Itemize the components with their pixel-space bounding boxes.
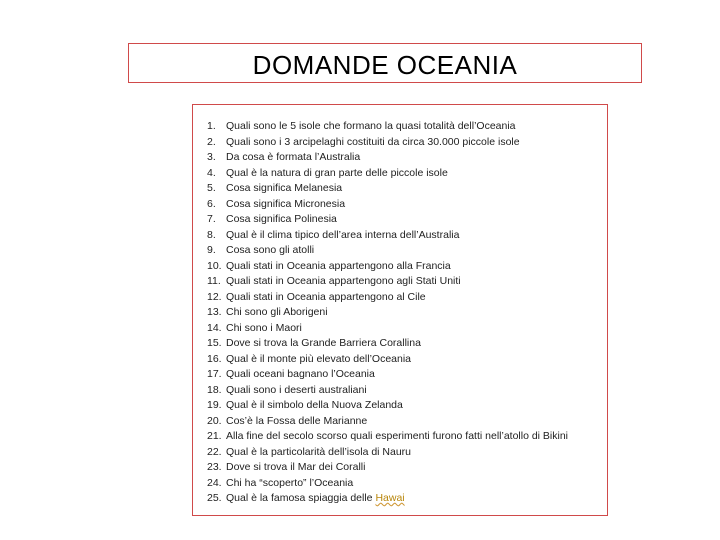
question-text: Quali stati in Oceania appartengono alla Francia <box>226 259 451 272</box>
questions-box <box>192 104 608 516</box>
question-text: Quali sono i deserti australiani <box>226 383 367 396</box>
question-number: 2. <box>207 135 216 148</box>
question-text: Cosa significa Melanesia <box>226 182 343 194</box>
question-number: 21. <box>207 430 222 442</box>
question-text: Qual è la particolarità dell’isola di Nauru <box>226 445 412 458</box>
list-item <box>207 305 568 321</box>
list-item <box>207 166 568 182</box>
list-item <box>207 398 568 414</box>
page-title: DOMANDE OCEANIA <box>252 50 518 80</box>
list-item <box>207 135 568 151</box>
question-text: Qual è il monte più elevato dell’Oceania <box>226 352 412 365</box>
question-number: 20. <box>207 414 222 427</box>
list-item <box>207 414 568 430</box>
question-text <box>226 491 405 507</box>
question-text: Chi sono i Maori <box>226 321 302 334</box>
list-item <box>207 429 568 445</box>
question-number: 7. <box>207 213 216 225</box>
question-text: Qual è il simbolo della Nuova Zelanda <box>226 399 403 411</box>
question-text: Cosa significa Polinesia <box>226 213 337 225</box>
list-item <box>207 274 568 290</box>
list-item <box>207 367 568 383</box>
list-item <box>207 460 568 476</box>
question-text: Cos’è la Fossa delle Marianne <box>226 414 368 427</box>
question-number: 11. <box>207 275 221 287</box>
question-number: 13. <box>207 306 222 318</box>
list-item <box>207 476 568 492</box>
list-item <box>207 491 568 507</box>
list-item <box>207 181 568 197</box>
list-item <box>207 290 568 306</box>
list-item <box>207 228 568 244</box>
question-text: Quali stati in Oceania appartengono al Cile <box>226 290 426 303</box>
question-number: 3. <box>207 151 216 163</box>
question-number: 15. <box>207 337 222 349</box>
question-number: 25. <box>207 492 222 504</box>
question-number: 22. <box>207 445 222 458</box>
question-text: Cosa significa Micronesia <box>226 197 346 210</box>
question-text: Alla fine del secolo scorso quali esperimenti furono fatti nell’atollo di Bikini <box>226 430 569 442</box>
question-text: Da cosa è formata l’Australia <box>226 151 361 163</box>
question-text: Quali sono le 5 isole che formano la quasi totalità dell’Oceania <box>226 120 516 132</box>
question-number: 17. <box>207 368 222 380</box>
underlined-word: Hawai <box>375 492 405 504</box>
list-item <box>207 197 568 213</box>
question-text: Chi sono gli Aborigeni <box>226 306 328 318</box>
question-number: 12. <box>207 290 222 303</box>
question-text: Cosa sono gli atolli <box>226 244 315 256</box>
question-number: 9. <box>207 244 216 256</box>
question-text: Quali oceani bagnano l’Oceania <box>226 368 375 380</box>
question-number: 23. <box>207 461 222 473</box>
question-number: 5. <box>207 182 216 194</box>
list-item <box>207 259 568 275</box>
question-text: Chi ha “scoperto” l’Oceania <box>226 476 354 489</box>
questions-list <box>207 119 568 507</box>
question-number: 1. <box>207 120 216 132</box>
list-item <box>207 352 568 368</box>
question-number: 14. <box>207 321 222 334</box>
list-item <box>207 383 568 399</box>
list-item <box>207 321 568 337</box>
question-number: 4. <box>207 166 216 179</box>
question-number: 18. <box>207 383 222 396</box>
question-text: Quali sono i 3 arcipelaghi costituiti da circa 30.000 piccole isole <box>226 135 520 148</box>
question-number: 10. <box>207 259 222 272</box>
title-box <box>128 43 642 83</box>
list-item <box>207 212 568 228</box>
list-item <box>207 119 568 135</box>
question-text-main: Qual è la famosa spiaggia delle <box>226 492 376 504</box>
question-text: Dove si trova il Mar dei Coralli <box>226 461 366 473</box>
list-item <box>207 150 568 166</box>
question-text: Qual è la natura di gran parte delle piccole isole <box>226 166 448 179</box>
question-number: 24. <box>207 476 222 489</box>
question-text: Dove si trova la Grande Barriera Corallina <box>226 337 421 349</box>
question-number: 16. <box>207 352 222 365</box>
question-text: Quali stati in Oceania appartengono agli Stati Uniti <box>226 275 461 287</box>
question-text: Qual è il clima tipico dell’area interna dell’Australia <box>226 228 460 241</box>
question-number: 8. <box>207 228 216 241</box>
list-item <box>207 243 568 259</box>
list-item <box>207 445 568 461</box>
question-number: 19. <box>207 399 222 411</box>
question-number: 6. <box>207 197 216 210</box>
list-item <box>207 336 568 352</box>
